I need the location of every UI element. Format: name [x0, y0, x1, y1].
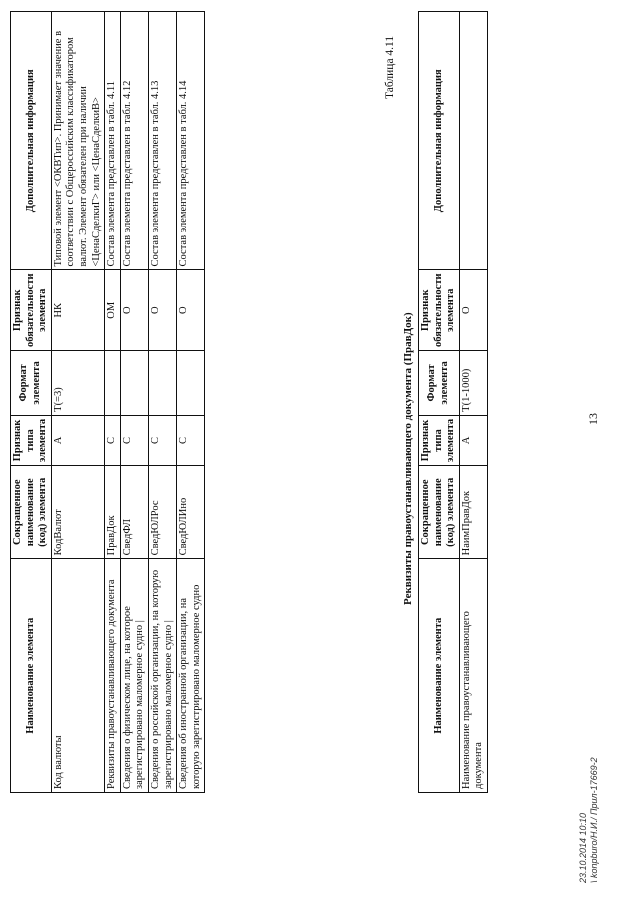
cell-code: СведЮЛРос [148, 466, 176, 559]
table-title: Реквизиты правоустанавливающего документа (ПравДок) [402, 312, 414, 605]
header-cell: Сокращенное наименование (код) элемента [419, 466, 460, 559]
cell-type: А [459, 415, 487, 465]
cell-format [105, 351, 121, 416]
table-row [51, 12, 104, 793]
cell-type: С [120, 415, 148, 465]
cell-required: О [120, 270, 148, 351]
cell-type: С [177, 415, 205, 465]
cell-required: О [459, 270, 487, 351]
print-stamp [578, 757, 601, 883]
cell-name: Сведения о российской организации, на которую зарегистрировано маломерное судно | [148, 559, 176, 793]
cell-name: Реквизиты правоустанавливающего документа [105, 559, 121, 793]
header-cell: Признак обязательности элемента [11, 270, 52, 351]
table-row [105, 12, 121, 793]
cell-required: НК [51, 270, 104, 351]
header-cell: Формат элемента [419, 351, 460, 416]
cell-info: Состав элемента представлен в табл. 4.12 [120, 12, 148, 270]
cell-info [459, 12, 487, 270]
header-cell: Формат элемента [11, 351, 52, 416]
table-row [148, 12, 176, 793]
table-header-row [11, 12, 52, 793]
page-number: 13 [586, 413, 600, 425]
header-cell: Дополнительная информация [11, 12, 52, 270]
header-cell: Наименование элемента [11, 559, 52, 793]
cell-format [177, 351, 205, 416]
table-row [120, 12, 148, 793]
cell-name: Наименование правоустанавливающего документа [459, 559, 487, 793]
cell-required: О [148, 270, 176, 351]
cell-info: Состав элемента представлен в табл. 4.11 [105, 12, 121, 270]
cell-type: С [148, 415, 176, 465]
table-number: Таблица 4.11 [384, 35, 396, 99]
cell-type: А [51, 415, 104, 465]
header-cell: Признак обязательности элемента [419, 270, 460, 351]
cell-info: Типовой элемент <ОКВТип>. Принимает значение в соответствии с Общероссийским классификатором валют. Элемент обязателен при наличии <ЦенаСделкиГ> или <ЦенаСделкиВ> [51, 12, 104, 270]
header-cell: Признак типа элемента [11, 415, 52, 465]
cell-name: Сведения о физическом лице, на которое зарегистрировано маломерное судно | [120, 559, 148, 793]
table-row [177, 12, 205, 793]
cell-name: Код валюты [51, 559, 104, 793]
cell-info: Состав элемента представлен в табл. 4.13 [148, 12, 176, 270]
cell-format [148, 351, 176, 416]
cell-name: Сведения об иностранной организации, на которую зарегистрировано маломерное судно [177, 559, 205, 793]
cell-format [120, 351, 148, 416]
elements-table [10, 11, 205, 793]
cell-required: О [177, 270, 205, 351]
pravdok-table [418, 11, 488, 793]
header-cell: Наименование элемента [419, 559, 460, 793]
stamp-author: \ konpburo/Н.И./ Прил-17669-2 [589, 757, 600, 883]
table-header-row [419, 12, 460, 793]
header-cell: Сокращенное наименование (код) элемента [11, 466, 52, 559]
header-cell: Признак типа элемента [419, 415, 460, 465]
cell-code: КодВалют [51, 466, 104, 559]
cell-required: ОМ [105, 270, 121, 351]
cell-format: T(=3) [51, 351, 104, 416]
cell-code: ПравДок [105, 466, 121, 559]
cell-code: СведЮЛИно [177, 466, 205, 559]
cell-format: T(1-1000) [459, 351, 487, 416]
cell-code: НаимПравДок [459, 466, 487, 559]
cell-info: Состав элемента представлен в табл. 4.14 [177, 12, 205, 270]
header-cell: Дополнительная информация [419, 12, 460, 270]
stamp-datetime: 23.10.2014 10:10 [578, 812, 588, 883]
cell-type: С [105, 415, 121, 465]
table-row [459, 12, 487, 793]
cell-code: СведФЛ [120, 466, 148, 559]
